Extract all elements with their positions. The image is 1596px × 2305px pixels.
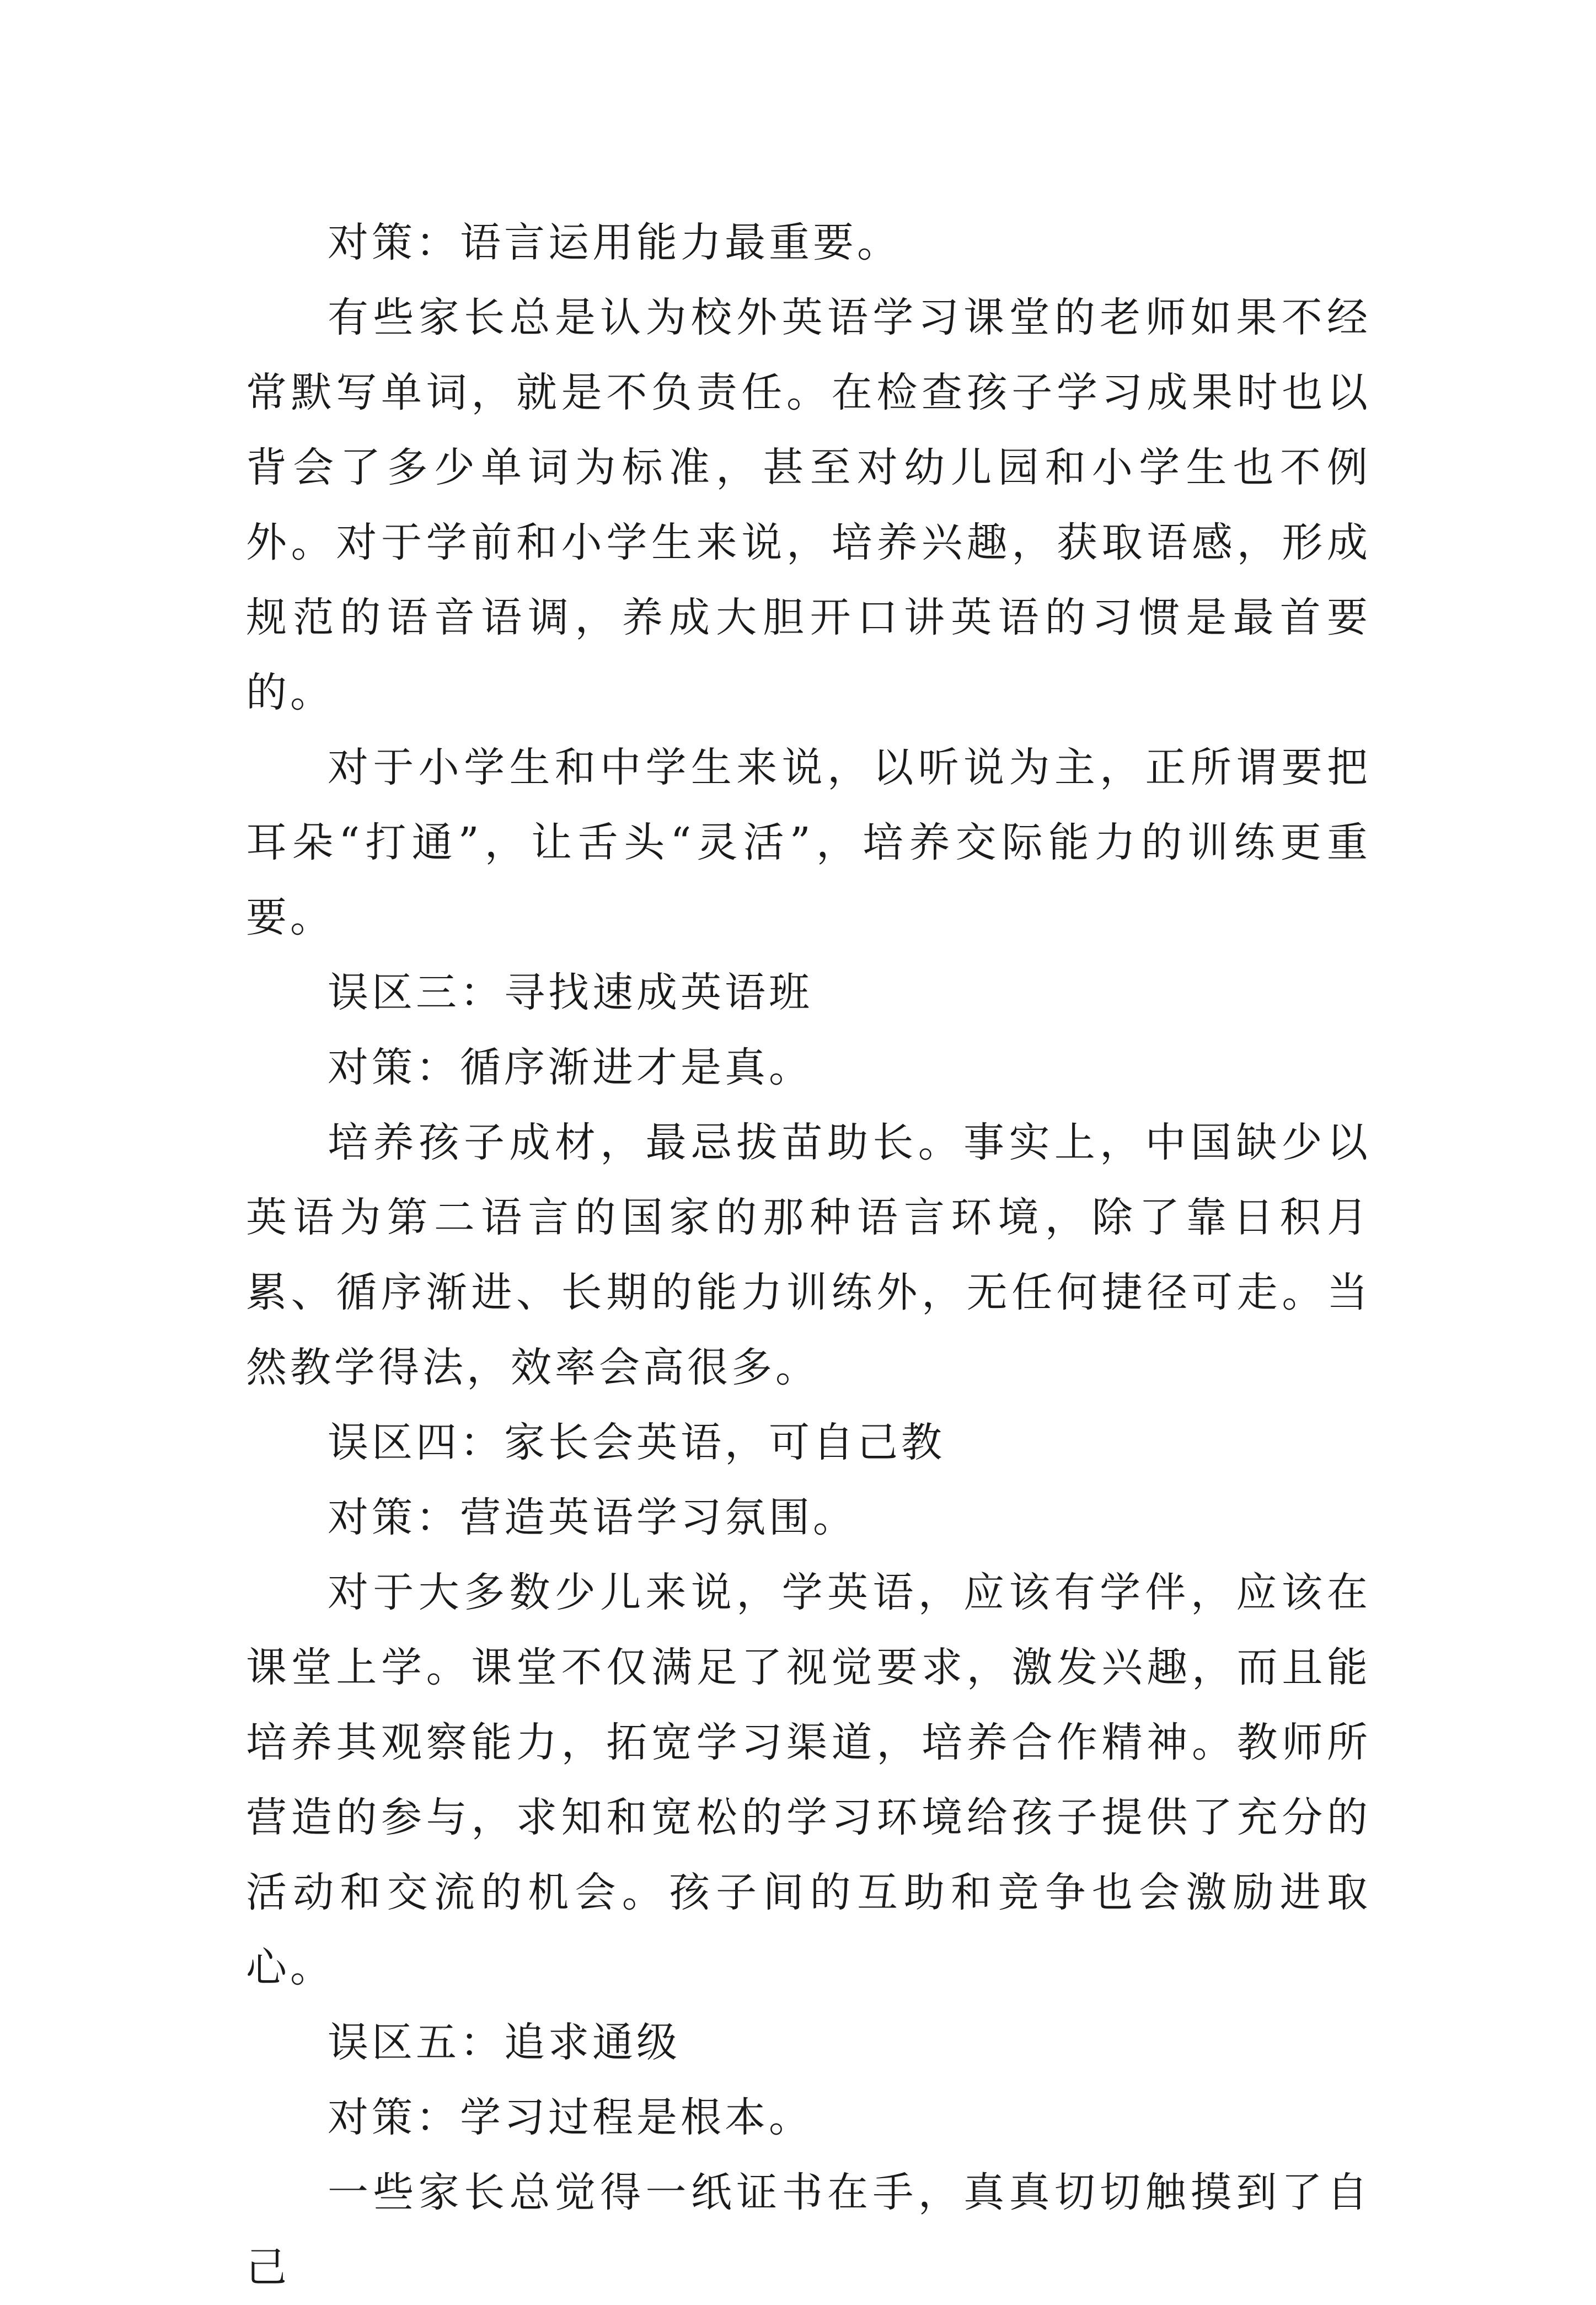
paragraph-certificate: 一些家长总觉得一纸证书在手，真真切切触摸到了自己 <box>246 2169 1371 2291</box>
paragraph-parents-dictation: 有些家长总是认为校外英语学习课堂的老师如果不经常默写单词，就是不负责任。在检查孩子学习成果时也以背会了多少单词为标准，甚至对幼儿园和小学生也不例外。对于学前和小学生来说，培养兴趣，获取语感，形成规范的语音语调，养成大胆开口讲英语的习惯是最首要的。 <box>246 294 1371 716</box>
paragraph-strategy-process: 对策：学习过程是根本。 <box>328 2094 813 2141</box>
paragraph-listening-speaking: 对于小学生和中学生来说，以听说为主，正所谓要把耳朵“打通”，让舌头“灵活”，培养交际能力的训练更重要。 <box>246 744 1371 941</box>
heading-misconception-four: 误区四：家长会英语，可自己教 <box>328 1419 945 1466</box>
paragraph-strategy-language-use: 对策：语言运用能力最重要。 <box>328 219 901 266</box>
paragraph-strategy-step-by-step: 对策：循序渐进才是真。 <box>328 1044 813 1091</box>
heading-misconception-five: 误区五：追求通级 <box>328 2019 681 2066</box>
heading-misconception-three: 误区三：寻找速成英语班 <box>328 969 813 1016</box>
paragraph-no-shortcut: 培养孩子成材，最忌拔苗助长。事实上，中国缺少以英语为第二语言的国家的那种语言环境，除了靠日积月累、循序渐进、长期的能力训练外，无任何捷径可走。当然教学得法，效率会高很多。 <box>246 1119 1371 1391</box>
paragraph-strategy-atmosphere: 对策：营造英语学习氛围。 <box>328 1494 857 1541</box>
paragraph-classroom-learning: 对于大多数少儿来说，学英语，应该有学伴，应该在课堂上学。课堂不仅满足了视觉要求，激发兴趣，而且能培养其观察能力，拓宽学习渠道，培养合作精神。教师所营造的参与，求知和宽松的学习环境给孩子提供了充分的活动和交流的机会。孩子间的互助和竞争也会激励进取心。 <box>246 1569 1371 1991</box>
document-body <box>246 205 1371 2305</box>
